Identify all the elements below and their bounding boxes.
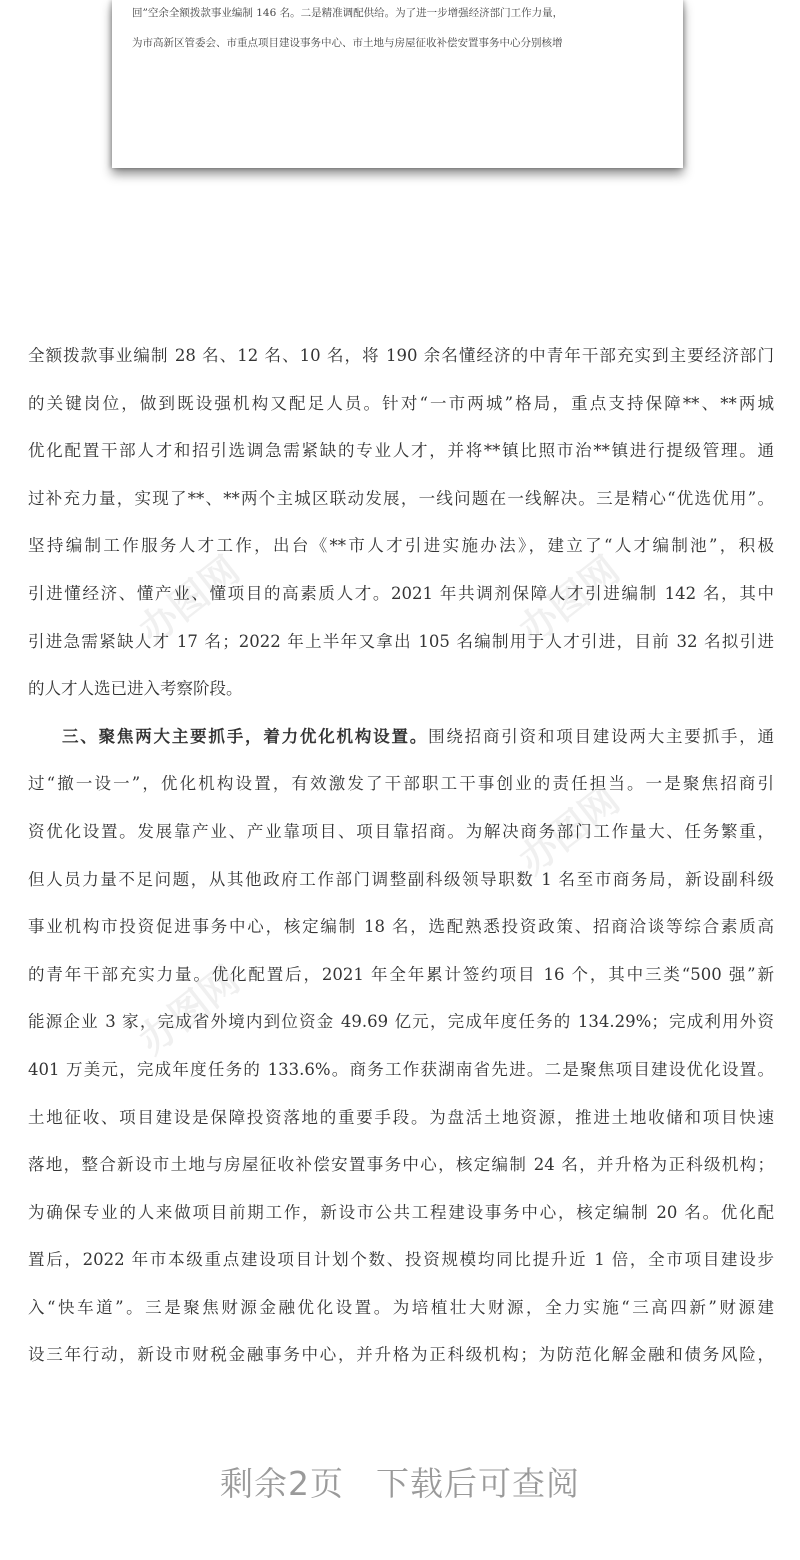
paragraph-line: 落地，整合新设市土地与房屋征收补偿安置事务中心，核定编制 24 名，并升格为正科级机构； <box>28 1155 774 1175</box>
paragraph-line: 引进懂经济、懂产业、懂项目的高素质人才。2021 年共调剂保障人才引进编制 142 名，其中 <box>28 583 774 603</box>
remaining-pages-label: 剩余2页 <box>220 1464 344 1503</box>
paragraph-line: 为确保专业的人来做项目前期工作，新设市公共工程建设事务中心，核定编制 20 名。优化配 <box>28 1202 774 1222</box>
paragraph-line: 能源企业 3 家，完成省外境内到位资金 49.69 亿元，完成年度任务的 134.29%；完成利用外资 <box>28 1012 774 1032</box>
remaining-pages-prompt[interactable] <box>0 1458 800 1505</box>
paragraph-line: 的青年干部充实力量。优化配置后，2021 年全年累计签约项目 16 个，其中三类“500 强”新 <box>28 964 774 984</box>
document-preview-card <box>112 0 683 168</box>
watermark: 办图网 <box>130 957 248 1063</box>
paragraph-line: 优化配置干部人才和招引选调急需紧缺的专业人才，并将**镇比照市治**镇进行提级管理。通 <box>28 441 774 461</box>
paragraph-line: 设三年行动，新设市财税金融事务中心，并升格为正科级机构；为防范化解金融和债务风险， <box>28 1345 774 1365</box>
paragraph-line: 资优化设置。发展靠产业、产业靠项目、项目靠招商。为解决商务部门工作量大、任务繁重， <box>28 821 774 841</box>
watermark: 办图网 <box>130 547 248 653</box>
section-heading-line <box>28 713 774 761</box>
paragraph-line: 坚持编制工作服务人才工作，出台《**市人才引进实施办法》，建立了“人才编制池”，积极 <box>28 536 774 556</box>
paragraph-line: 入“快车道”。三是聚焦财源金融优化设置。为培植壮大财源，全力实施“三高四新”财源建 <box>28 1297 774 1317</box>
paragraph-line: 全额拨款事业编制 28 名、12 名、10 名，将 190 余名懂经济的中青年干部充实到主要经济部门 <box>28 346 774 365</box>
paragraph-line: 401 万美元，完成年度任务的 133.6%。商务工作获湖南省先进。二是聚焦项目建设优化设置。 <box>28 1059 774 1079</box>
paragraph-line: 的人才人选已进入考察阶段。 <box>28 679 243 699</box>
preview-line-2: 为市高新区管委会、市重点项目建设事务中心、市土地与房屋征收补偿安置事务中心分别核增 <box>132 37 563 49</box>
paragraph-text: 围绕招商引资和项目建设两大主要抓手，通 <box>428 726 775 746</box>
paragraph-line: 土地征收、项目建设是保障投资落地的重要手段。为盘活土地资源，推进土地收储和项目快速 <box>28 1107 774 1127</box>
watermark: 办图网 <box>510 777 628 883</box>
download-to-view-label: 下载后可查阅 <box>376 1464 580 1503</box>
watermark: 办图网 <box>510 547 628 653</box>
paragraph-line: 过补充力量，实现了**、**两个主城区联动发展，一线问题在一线解决。三是精心“优选优用”。 <box>28 488 774 508</box>
preview-line-1: 回”空余全额拨款事业编制 146 名。二是精准调配供给。为了进一步增强经济部门工作力量， <box>132 7 564 19</box>
paragraph-line: 的关键岗位，做到既设强机构又配足人员。针对“一市两城”格局，重点支持保障**、**两城 <box>28 393 774 413</box>
section-heading: 三、聚焦两大主要抓手，着力优化机构设置。 <box>62 726 429 746</box>
paragraph-line: 事业机构市投资促进事务中心，核定编制 18 名，选配熟悉投资政策、招商洽谈等综合素质高 <box>28 917 774 937</box>
paragraph-line: 引进急需紧缺人才 17 名；2022 年上半年又拿出 105 名编制用于人才引进，目前 32 名拟引进 <box>28 631 774 651</box>
paragraph-line: 过“撤一设一”，优化机构设置，有效激发了干部职工干事创业的责任担当。一是聚焦招商引 <box>28 774 774 794</box>
paragraph-line: 置后，2022 年市本级重点建设项目计划个数、投资规模均同比提升近 1 倍，全市项目建设步 <box>28 1250 774 1270</box>
document-body <box>28 332 774 1379</box>
paragraph-line: 但人员力量不足问题，从其他政府工作部门调整副科级领导职数 1 名至市商务局，新设副科级 <box>28 869 774 889</box>
